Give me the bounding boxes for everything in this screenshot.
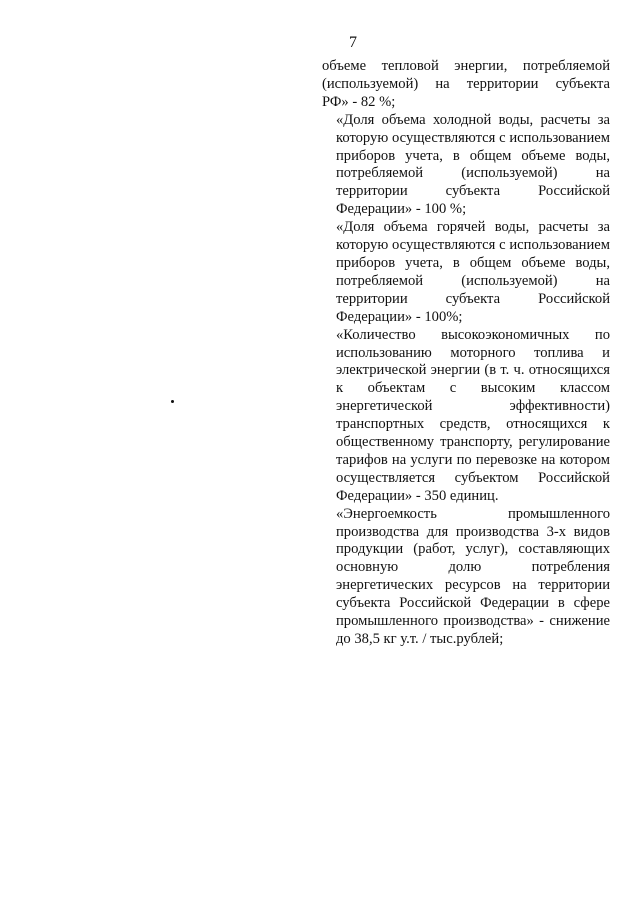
text-line: РФ» - 82 %; bbox=[322, 93, 396, 110]
text-line: «Энергоемкость промышленного bbox=[336, 505, 610, 522]
text-line: тарифов на услуги по перевозке на котором bbox=[336, 451, 610, 468]
text-line: субъекта Российской Федерации в сфере bbox=[336, 595, 610, 612]
text-line: производства для производства 3-х видов bbox=[336, 523, 610, 540]
text-line: осуществляется субъектом Российской bbox=[336, 469, 610, 486]
paragraph-energy-intensity bbox=[322, 506, 610, 649]
text-line: энергетических ресурсов на территории bbox=[336, 577, 610, 594]
text-line: потребляемой (используемой) на bbox=[336, 165, 610, 182]
stray-dot-mark bbox=[171, 400, 174, 403]
text-line: объеме тепловой энергии, потребляемой bbox=[322, 58, 610, 74]
text-line: промышленного производства» - снижение bbox=[336, 613, 610, 630]
text-line: Федерации» - 350 единиц. bbox=[336, 487, 499, 504]
text-line: «Доля объема холодной воды, расчеты за bbox=[336, 111, 610, 128]
text-line: (используемой) на территории субъекта bbox=[322, 75, 610, 92]
text-line: использованию моторного топлива и bbox=[336, 344, 610, 361]
text-line: «Количество высокоэкономичных по bbox=[336, 326, 610, 343]
text-line: «Доля объема горячей воды, расчеты за bbox=[336, 219, 610, 236]
text-line: которую осуществляются с использованием bbox=[336, 237, 610, 254]
text-line: энергетической эффективности) bbox=[336, 398, 610, 415]
text-line: Федерации» - 100%; bbox=[336, 308, 463, 325]
text-column bbox=[322, 58, 610, 649]
text-line: приборов учета, в общем объеме воды, bbox=[336, 254, 610, 271]
text-line: Федерации» - 100 %; bbox=[336, 201, 467, 218]
paragraph-vehicles bbox=[322, 327, 610, 506]
paragraph-cold-water bbox=[322, 112, 610, 219]
text-line: приборов учета, в общем объеме воды, bbox=[336, 147, 610, 164]
text-line: общественному транспорту, регулирование bbox=[336, 434, 610, 451]
text-line: территории субъекта Российской bbox=[336, 290, 610, 307]
paragraph-hot-water bbox=[322, 219, 610, 326]
paragraph-heat-energy-tail bbox=[322, 58, 610, 112]
page-number: 7 bbox=[349, 34, 357, 51]
text-line: к объектам с высоким классом bbox=[336, 380, 610, 397]
text-line: основную долю потребления bbox=[336, 559, 610, 576]
text-line: транспортных средств, относящихся к bbox=[336, 416, 610, 433]
text-line: которую осуществляются с использованием bbox=[336, 129, 610, 146]
text-line: электрической энергии (в т. ч. относящихся bbox=[336, 362, 610, 379]
text-line: потребляемой (используемой) на bbox=[336, 272, 610, 289]
text-line: продукции (работ, услуг), составляющих bbox=[336, 541, 610, 558]
text-line: территории субъекта Российской bbox=[336, 183, 610, 200]
text-line: до 38,5 кг у.т. / тыс.рублей; bbox=[336, 631, 504, 647]
